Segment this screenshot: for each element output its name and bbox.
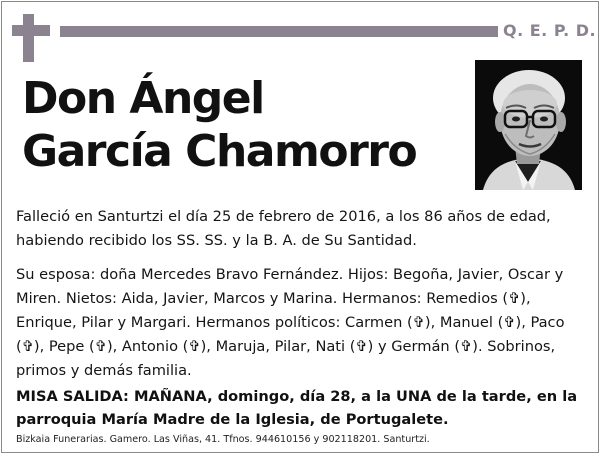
family-list: Su esposa: doña Mercedes Bravo Fernández. Hijos: Begoña, Javier, Oscar y Miren. Nietos: Aida, Javier, Marcos y Marina. Hermanos: Remedios (✞), Enrique, Pilar y Margari. Hermanos políticos: Carmen (✞), Manuel (✞), Paco (✞), Pepe (✞), Antonio (✞), Maruja, Pilar, Nati (✞) y Germán (✞). Sobrinos, primos y demás familia.	[16, 266, 565, 379]
portrait-illustration	[475, 60, 582, 190]
deceased-name-line1: Don Ángel	[22, 73, 264, 124]
cross-icon-horizontal	[12, 25, 50, 36]
funeral-home-info: Bizkaia Funerarias. Gamero. Las Viñas, 41. Tfnos. 944610156 y 902118201. Santurtzi.	[16, 434, 430, 445]
header-rule	[60, 26, 498, 37]
mass-announcement: MISA SALIDA: MAÑANA, domingo, día 28, a la UNA de la tarde, en la parroquia María Madre de la Iglesia, de Portugalete.	[16, 388, 578, 428]
obituary-notice	[1, 1, 599, 453]
notice-body	[16, 205, 588, 383]
deceased-name-line2: García Chamorro	[22, 126, 417, 177]
qepd-label: Q. E. P. D.	[503, 21, 597, 40]
cross-icon-vertical	[23, 14, 34, 62]
death-announcement: Falleció en Santurtzi el día 25 de febrero de 2016, a los 86 años de edad, habiendo recibido los SS. SS. y la B. A. de Su Santidad.	[16, 208, 551, 249]
deceased-name	[22, 72, 416, 178]
portrait-photo	[475, 60, 582, 190]
